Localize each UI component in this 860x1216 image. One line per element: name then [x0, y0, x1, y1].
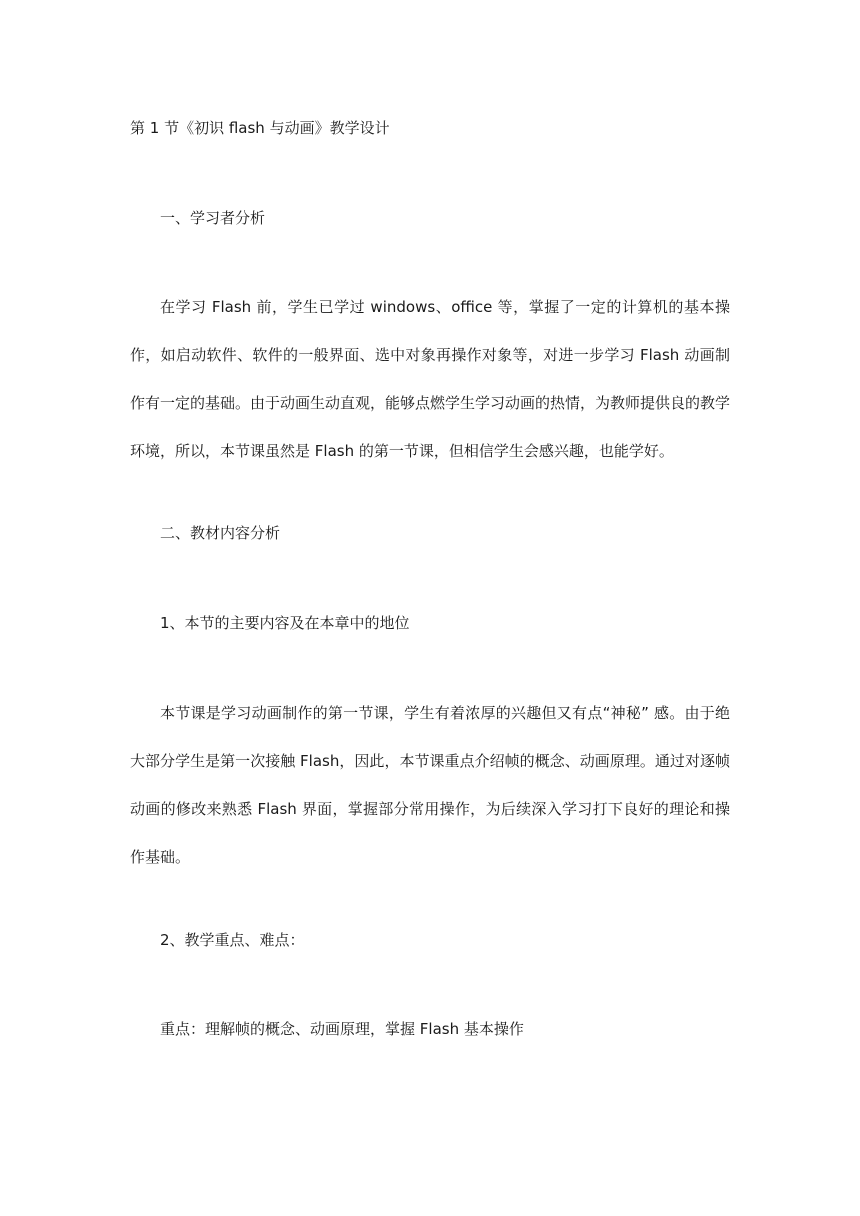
subsection-heading-key-points: 2、教学重点、难点：	[160, 931, 305, 949]
key-points-text: 重点：理解帧的概念、动画原理，掌握 Flash 基本操作	[160, 1020, 524, 1038]
section-heading-learner-analysis: 一、学习者分析	[160, 209, 266, 227]
subsection-heading-main-content: 1、本节的主要内容及在本章中的地位	[160, 614, 410, 632]
paragraph-learner-analysis: 在学习 Flash 前，学生已学过 windows、office 等，掌握了一定的计算机的基本操作，如启动软件、软件的一般界面、选中对象再操作对象等，对进一步学习 Flash 动画制作有一定的基础。由于动画生动直观，能够点燃学生学习动画的热情，为教师提供良的教学环境，所以，本节课虽然是 Flash 的第一节课，但相信学生会感兴趣，也能学好。	[130, 298, 731, 460]
section-heading-content-analysis: 二、教材内容分析	[160, 524, 281, 542]
document-title: 第 1 节《初识 flash 与动画》教学设计	[130, 119, 390, 137]
paragraph-main-content: 本节课是学习动画制作的第一节课，学生有着浓厚的兴趣但又有点“神秘” 感。由于绝大部分学生是第一次接触 Flash，因此，本节课重点介绍帧的概念、动画原理。通过对逐帧动画的修改来熟悉 Flash 界面，掌握部分常用操作，为后续深入学习打下良好的理论和操作基础。	[130, 704, 730, 866]
